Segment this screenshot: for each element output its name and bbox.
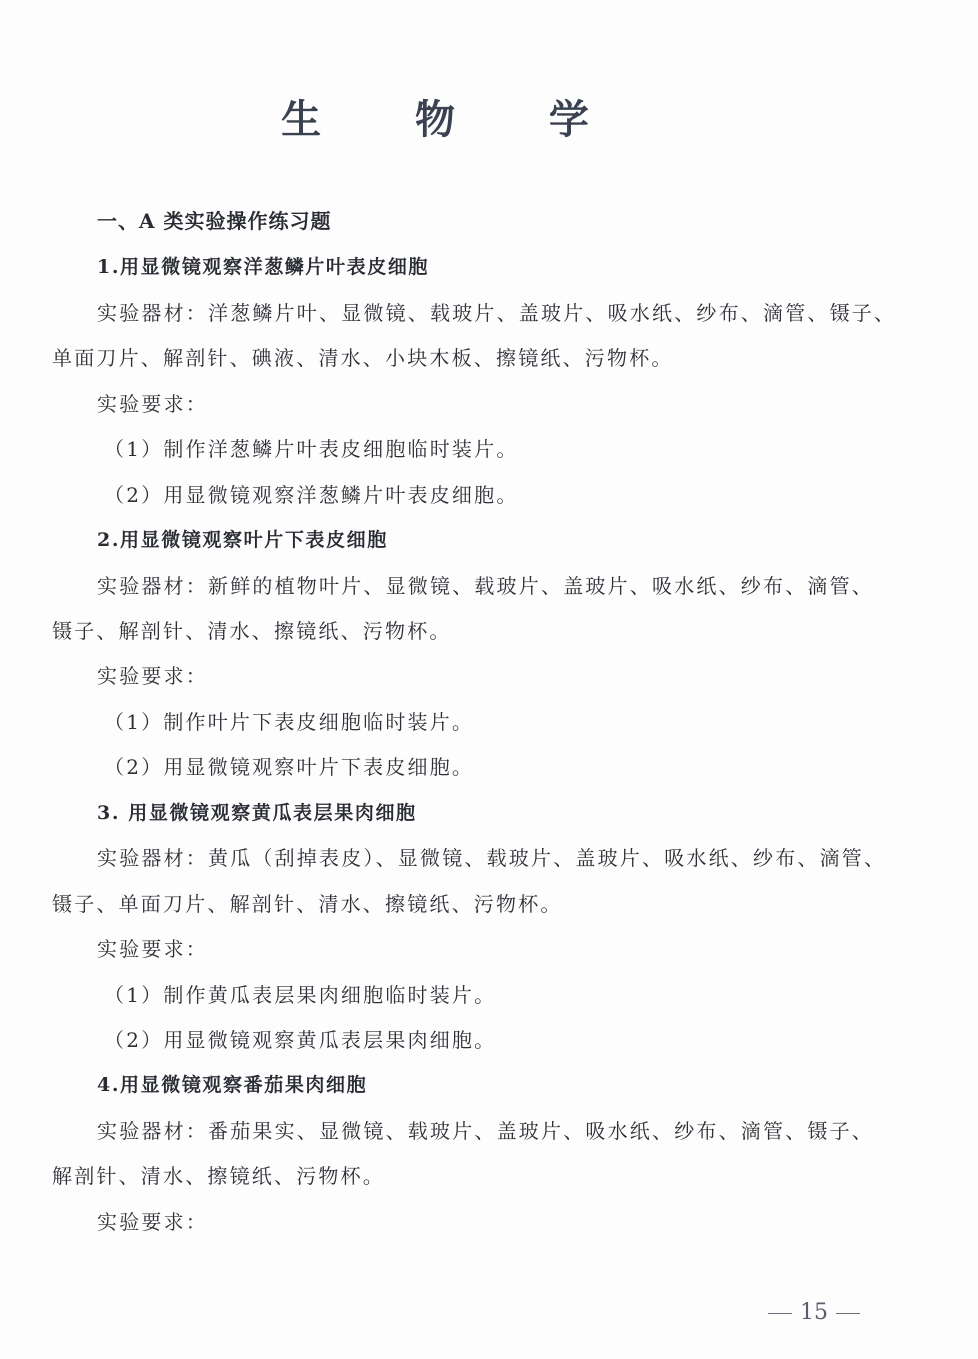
page-number-left-dash (768, 1313, 792, 1314)
experiment-1-heading: 1.用显微镜观察洋葱鳞片叶表皮细胞 (97, 256, 430, 278)
experiment-4-materials-line1: 实验器材：番茄果实、显微镜、载玻片、盖玻片、吸水纸、纱布、滴管、镊子、 (97, 1119, 874, 1143)
experiment-1-materials-line1: 实验器材：洋葱鳞片叶、显微镜、载玻片、盖玻片、吸水纸、纱布、滴管、镊子、 (97, 301, 897, 325)
page-number (760, 1297, 868, 1329)
section-heading: 一、A 类实验操作练习题 (97, 209, 332, 233)
experiment-3-heading: 3. 用显微镜观察黄瓜表层果肉细胞 (97, 802, 417, 824)
experiment-3-requirements-label: 实验要求： (97, 937, 208, 961)
experiment-4-requirements-label: 实验要求： (97, 1210, 208, 1234)
experiment-2-heading: 2.用显微镜观察叶片下表皮细胞 (97, 529, 388, 551)
experiment-3-materials-line2: 镊子、单面刀片、解剖针、清水、擦镜纸、污物杯。 (52, 892, 563, 916)
page-number-value: 15 (800, 1300, 828, 1325)
experiment-2-materials-line1: 实验器材：新鲜的植物叶片、显微镜、载玻片、盖玻片、吸水纸、纱布、滴管、 (97, 574, 874, 598)
experiment-2-requirements-label: 实验要求： (97, 664, 208, 688)
experiment-1-materials-line2: 单面刀片、解剖针、碘液、清水、小块木板、擦镜纸、污物杯。 (52, 346, 674, 370)
page-number-right-dash (836, 1313, 860, 1314)
experiment-4-heading: 4.用显微镜观察番茄果肉细胞 (97, 1074, 368, 1096)
experiment-4-materials-line2: 解剖针、清水、擦镜纸、污物杯。 (52, 1164, 385, 1188)
experiment-3-materials-line1: 实验器材：黄瓜（刮掉表皮）、显微镜、载玻片、盖玻片、吸水纸、纱布、滴管、 (97, 846, 887, 870)
experiment-3-requirement-1: （1）制作黄瓜表层果肉细胞临时装片。 (104, 983, 497, 1007)
experiment-3-requirement-2: （2）用显微镜观察黄瓜表层果肉细胞。 (104, 1028, 497, 1052)
experiment-1-requirement-2: （2）用显微镜观察洋葱鳞片叶表皮细胞。 (104, 483, 519, 507)
experiment-2-requirement-2: （2）用显微镜观察叶片下表皮细胞。 (104, 755, 475, 779)
experiment-2-requirement-1: （1）制作叶片下表皮细胞临时装片。 (104, 710, 475, 734)
experiment-1-requirements-label: 实验要求： (97, 392, 208, 416)
page-title: 生 物 学 (281, 96, 629, 143)
experiment-2-materials-line2: 镊子、解剖针、清水、擦镜纸、污物杯。 (52, 619, 452, 643)
experiment-1-requirement-1: （1）制作洋葱鳞片叶表皮细胞临时装片。 (104, 437, 519, 461)
